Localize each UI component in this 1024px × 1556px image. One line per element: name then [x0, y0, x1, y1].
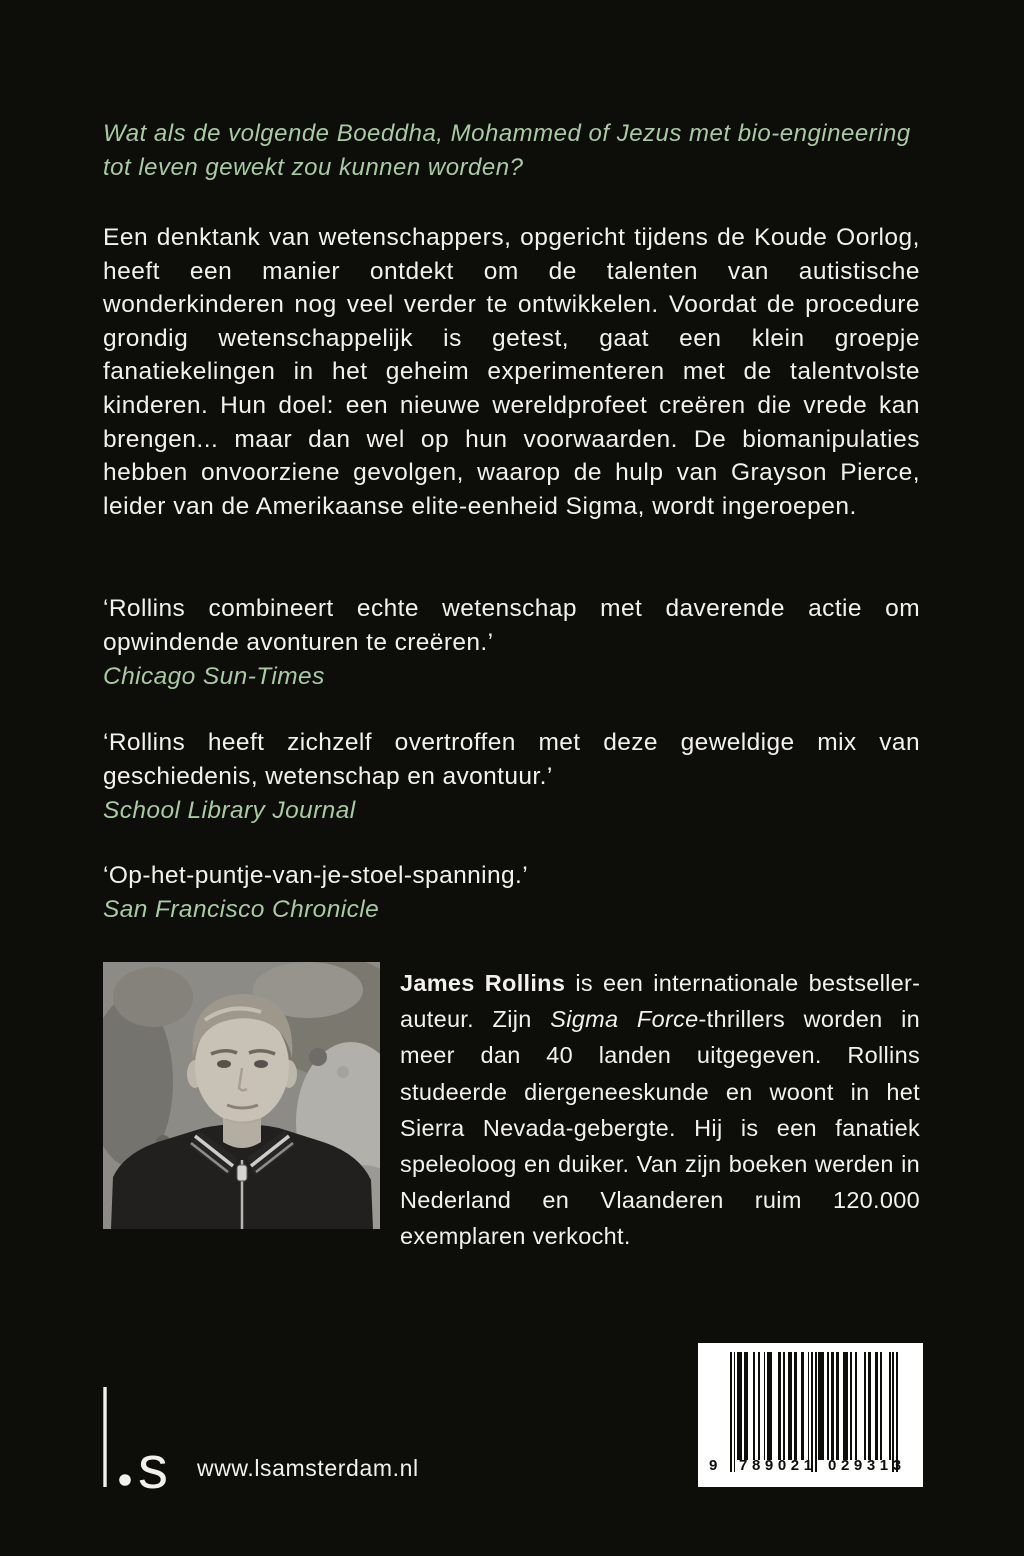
isbn-digits-left-group: 789021: [739, 1457, 817, 1474]
review-quote-text: ‘Rollins combineert echte wetenschap met daverende actie om opwindende avonturen te creëren.’: [103, 595, 920, 656]
review-quote-source: Chicago Sun-Times: [103, 663, 325, 690]
isbn-digits-right-group: 029313: [828, 1457, 906, 1474]
author-bio-text-2: -thrillers worden in meer dan 40 landen uitgegeven. Rollins studeerde diergeneeskunde en woont in het Sierra Nevada-gebergte. Hij is een fanatiek speleoloog en duiker. Van zijn boeken werden in Nederland en Vlaanderen ruim 120.000 exemplaren verkocht.: [400, 1006, 921, 1250]
review-quote-text: ‘Op-het-puntje-van-je-stoel-spanning.’: [103, 862, 529, 889]
series-name: Sigma Force: [550, 1006, 699, 1033]
isbn-barcode: [698, 1343, 923, 1487]
author-name: James Rollins: [400, 970, 566, 996]
tagline: Wat als de volgende Boeddha, Mohammed of Jezus met bio-engineering tot leven gewekt zou kunnen worden?: [103, 120, 911, 181]
author-bio-text-1: is een internationale bestsellerauteur. Zijn: [400, 970, 920, 1033]
isbn-digit-lead: 9: [709, 1457, 718, 1474]
synopsis: Een denktank van wetenschappers, opgericht tijdens de Koude Oorlog, heeft een manier ontdekt om de talenten van autistische wonderkinderen nog veel verder te ontwikkelen. Voordat de procedure grondig wetenschappelijk is getest, gaat een klein groepje fanatiekelingen in het geheim experimenteren met de talentvolste kinderen. Hun doel: een nieuwe wereldprofeet creëren die vrede kan brengen... maar dan wel op hun voorwaarden. De biomanipulaties hebben onvoorziene gevolgen, waarop de hulp van Grayson Pierce, leider van de Amerikaanse elite-eenheid Sigma, wordt ingeroepen.: [103, 224, 920, 520]
publisher-website: www.lsamsterdam.nl: [197, 1455, 419, 1481]
publisher-logo: [100, 1386, 180, 1490]
barcode-bars: [730, 1352, 898, 1472]
barcode-digits: [698, 1457, 923, 1477]
review-quote-text: ‘Rollins heeft zichzelf overtroffen met deze geweldige mix van geschiedenis, wetenschap en avontuur.’: [103, 729, 920, 790]
review-quote-source: San Francisco Chronicle: [103, 896, 380, 923]
author-portrait-image: [103, 962, 380, 1229]
publisher-logo-icon: [100, 1386, 180, 1490]
review-quote-source: School Library Journal: [103, 797, 356, 824]
review-quote-1: [103, 592, 920, 694]
review-quote-2: [103, 726, 920, 828]
author-bio: [400, 965, 920, 1255]
publisher-logo-s: s: [138, 1434, 168, 1490]
review-quote-3: [103, 859, 920, 927]
author-photo: [103, 962, 380, 1229]
